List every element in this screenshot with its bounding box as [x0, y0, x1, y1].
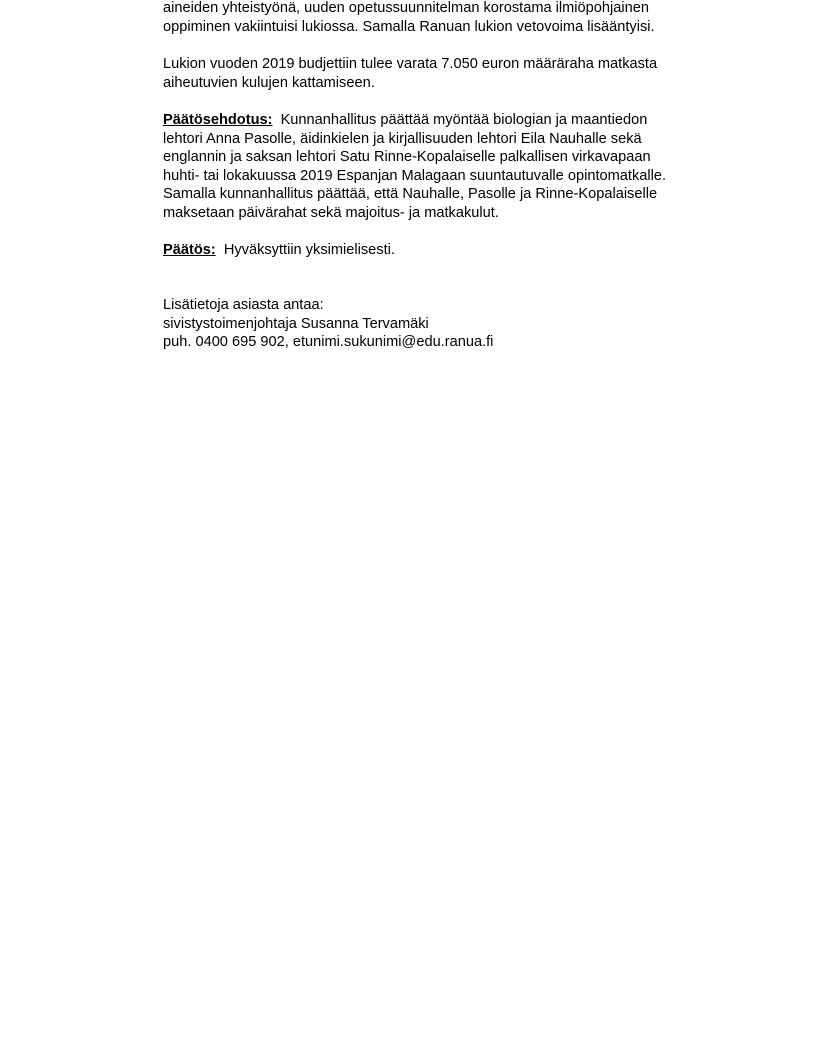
contact-details: puh. 0400 695 902, etunimi.sukunimi@edu.ranua.fi — [163, 334, 494, 351]
decision-paragraph — [163, 241, 743, 260]
proposal-line: huhti- tai lokakuussa 2019 Espanjan Malagaan suuntautuvalle opintomatkalle. — [163, 167, 667, 184]
decision-line — [163, 241, 743, 260]
proposal-line: englannin ja saksan lehtori Satu Rinne-Kopalaiselle palkallisen virkavapaan — [163, 149, 651, 166]
contact-person: sivistystoimenjohtaja Susanna Tervamäki — [163, 315, 429, 332]
proposal-line: maksetaan päivärahat sekä majoitus- ja matkakulut. — [163, 204, 499, 221]
contact-block — [163, 296, 743, 352]
proposal-line: lehtori Anna Pasolle, äidinkielen ja kirjallisuuden lehtori Eila Nauhalle sekä — [163, 130, 642, 147]
decision-text: Hyväksyttiin yksimielisesti. — [223, 242, 395, 258]
intro-paragraph — [163, 0, 743, 36]
budget-paragraph — [163, 55, 743, 92]
intro-line: aineiden yhteistyönä, uuden opetussuunnitelman korostama ilmiöpohjainen — [163, 0, 649, 16]
proposal-first-text: Kunnanhallitus päättää myöntää biologian ja maantiedon — [280, 112, 648, 128]
proposal-paragraph — [163, 111, 743, 223]
budget-line: aiheutuvien kulujen kattamiseen. — [163, 74, 375, 91]
proposal-first-line — [163, 111, 743, 130]
intro-line: oppiminen vakiintuisi lukiossa. Samalla Ranuan lukion vetovoima lisääntyisi. — [163, 18, 655, 35]
budget-line: Lukion vuoden 2019 budjettiin tulee varata 7.050 euron määräraha matkasta — [163, 56, 658, 72]
proposal-label: Päätösehdotus: — [163, 112, 273, 128]
contact-heading: Lisätietoja asiasta antaa: — [163, 297, 324, 313]
decision-label: Päätös: — [163, 242, 216, 258]
proposal-line: Samalla kunnanhallitus päättää, että Nauhalle, Pasolle ja Rinne-Kopalaiselle — [163, 186, 658, 203]
